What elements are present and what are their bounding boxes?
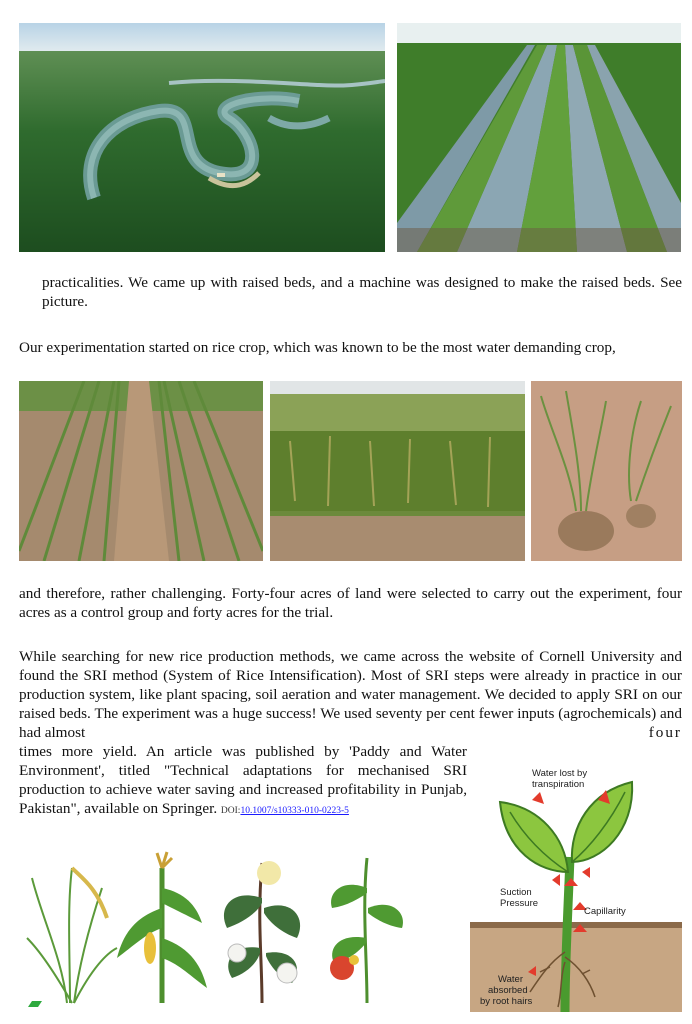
doi-prefix: DOI:: [220, 806, 241, 816]
label-absorbed: absorbed: [488, 985, 528, 996]
paragraph-article: [19, 742, 467, 821]
paragraph-practicalities: [42, 273, 682, 311]
crop-illustrations: [22, 848, 422, 1008]
paragraph-text: and therefore, rather challenging. Forty-four acres of land were selected to carry out the experiment, four acres as a control group and forty acres for the trial.: [19, 585, 682, 621]
cotton-plant-icon: [224, 861, 300, 1003]
label-suction: Suction: [500, 887, 532, 898]
tomato-plant-icon: [330, 858, 403, 1003]
rice-rows-photo: [19, 381, 263, 561]
uprooted-rice-photo: [531, 381, 682, 561]
river-aerial-photo: [19, 23, 385, 252]
paragraph-experimentation: [19, 338, 682, 357]
paragraph-sri-method: [19, 647, 682, 742]
doi-reference: [221, 806, 349, 816]
green-mark-icon: [28, 1001, 42, 1007]
paragraph-challenging: [19, 584, 682, 622]
paragraph-text: practicalities. We came up with raised beds, and a machine was designed to make the raised beds. See picture.: [42, 274, 682, 310]
label-water: Water: [498, 974, 523, 985]
label-capillarity: Capillarity: [584, 906, 626, 917]
label-transpiration: transpiration: [532, 779, 585, 790]
doi-link[interactable]: 10.1007/s10333-010-0223-5: [240, 806, 349, 816]
corn-plant-icon: [117, 852, 207, 1003]
rice-plant-icon: [27, 868, 117, 1003]
paragraph-four-word: [620, 723, 682, 742]
plant-water-diagram: [470, 762, 682, 1012]
paragraph-text: Our experimentation started on rice crop, which was known to be the most water demanding crop,: [19, 339, 616, 356]
label-pressure: Pressure: [500, 898, 539, 909]
label-water-lost: Water lost by: [532, 768, 588, 779]
rice-field-photo: [270, 381, 525, 561]
paragraph-text: While searching for new rice production methods, we came across the website of Cornell University and found the SRI method (System of Rice Intensification). Most of SRI steps were already in practice in our production system, like plant spacing, soil aeration and water management. We decided to apply SRI on our raised beds. The experiment was a huge success! We used seventy per cent fewer inputs (agrochemicals) and had almost: [19, 648, 682, 741]
four-word: four: [648, 724, 682, 741]
paragraph-text: times more yield. An article was published by 'Paddy and Water Environment', titled "Technical adaptations for mechanised SRI production to achieve water saving and increased profitability in Punjab, Pakistan", available on Springer.: [19, 743, 467, 817]
raised-beds-field-photo: [397, 23, 681, 252]
label-root-hairs: by root hairs: [480, 996, 533, 1007]
